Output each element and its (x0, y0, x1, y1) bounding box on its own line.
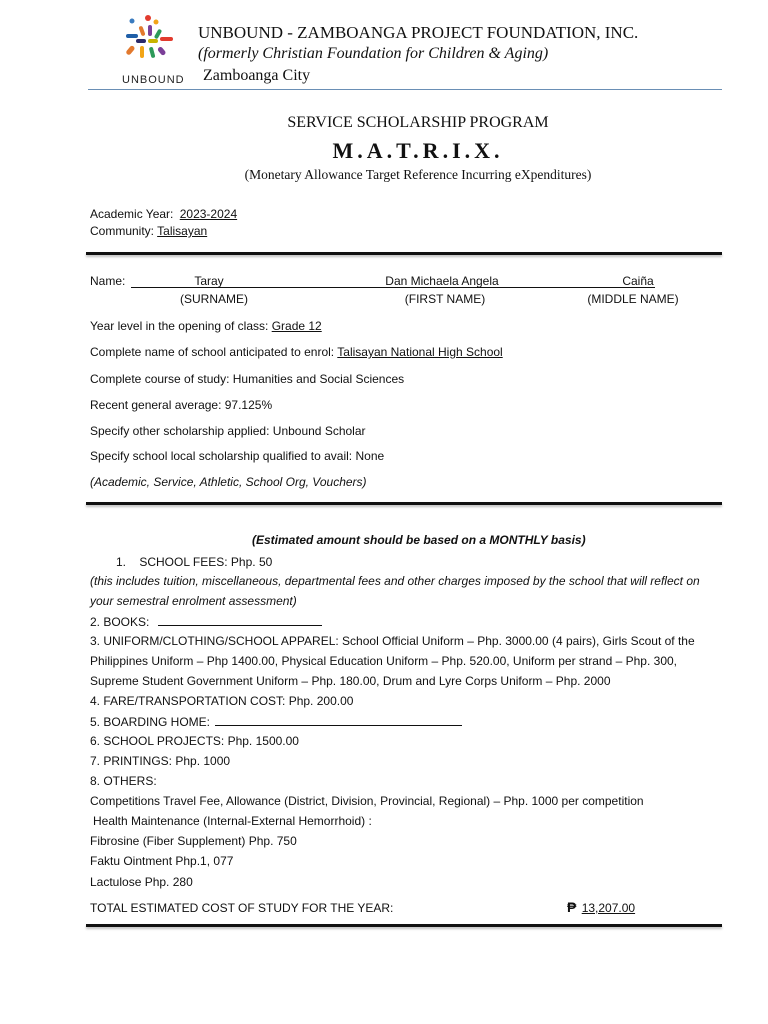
academic-year-label: Academic Year: (90, 207, 174, 221)
matrix-title: M.A.T.R.I.X. (332, 138, 504, 163)
first-name-caption: (FIRST NAME) (404, 292, 486, 306)
boarding-blank (215, 714, 462, 726)
matrix-expansion: (Monetary Allowance Target Reference Incurring eXpenditures) (244, 167, 592, 182)
middle-name-value: Caiña (622, 274, 654, 288)
total-amount (567, 899, 635, 915)
health-maintenance-line: Health Maintenance (Internal-External Hemorrhoid) : (93, 814, 372, 828)
middle-name-caption: (MIDDLE NAME) (587, 292, 679, 306)
logo-wordmark: UNBOUND (122, 74, 185, 86)
total-amount-value: 13,207.00 (581, 901, 636, 915)
community-value: Talisayan (157, 224, 208, 238)
community-label: Community: (90, 224, 155, 238)
competitions-line: Competitions Travel Fee, Allowance (District, Division, Provincial, Regional) – Php. 1000 per competition (90, 794, 644, 808)
unbound-logo-mark (118, 10, 186, 72)
academic-year-row (90, 207, 237, 221)
year-level-value: Grade 12 (271, 319, 322, 333)
first-name-value: Dan Michaela Angela (385, 274, 499, 288)
school-fees-item: 1. SCHOOL FEES: Php. 50 (116, 555, 273, 569)
monthly-basis-note: (Estimated amount should be based on a MONTHLY basis) (252, 533, 586, 547)
school-label: Complete name of school anticipated to enrol: (90, 345, 335, 359)
lactulose-line: Lactulose Php. 280 (90, 875, 193, 889)
header-divider (88, 89, 722, 90)
course-row: Complete course of study: Humanities and Social Sciences (90, 372, 405, 386)
average-row: Recent general average: 97.125% (90, 398, 273, 412)
community-row (90, 224, 207, 238)
surname-value: Taray (194, 274, 224, 288)
peso-sign: ₱ (567, 899, 577, 915)
books-label: 2. BOOKS: (90, 615, 150, 629)
scholarship-categories-note: (Academic, Service, Athletic, School Org, Vouchers) (90, 475, 367, 489)
total-label: TOTAL ESTIMATED COST OF STUDY FOR THE YEAR: (90, 901, 394, 915)
org-name: UNBOUND - ZAMBOANGA PROJECT FOUNDATION, INC. (198, 23, 639, 42)
name-label: Name: (90, 274, 126, 288)
section-divider-2 (86, 502, 722, 505)
program-title: SERVICE SCHOLARSHIP PROGRAM (287, 114, 549, 131)
faktu-line: Faktu Ointment Php.1, 077 (90, 854, 234, 868)
fibrosine-line: Fibrosine (Fiber Supplement) Php. 750 (90, 834, 297, 848)
section-divider-1 (86, 252, 722, 255)
school-fees-note-line-2: your semestral enrolment assessment) (90, 594, 297, 608)
printings-item: 7. PRINTINGS: Php. 1000 (90, 754, 231, 768)
projects-item: 6. SCHOOL PROJECTS: Php. 1500.00 (90, 734, 299, 748)
books-blank (158, 614, 322, 626)
uniform-line-1: 3. UNIFORM/CLOTHING/SCHOOL APPAREL: School Official Uniform – Php. 3000.00 (4 pairs), Girls Scout of the (90, 634, 695, 648)
others-item: 8. OTHERS: (90, 774, 157, 788)
boarding-label: 5. BOARDING HOME: (90, 715, 211, 729)
org-city: Zamboanga City (203, 67, 311, 84)
school-row (90, 345, 503, 359)
academic-year-value: 2023-2024 (179, 207, 238, 221)
uniform-line-2: Philippines Uniform – Php 1400.00, Physical Education Uniform – Php. 520.00, Uniform per strand – Php. 300, (90, 654, 677, 668)
school-fees-note-line-1: (this includes tuition, miscellaneous, departmental fees and other charges imposed by the school that will reflect on (90, 574, 700, 588)
year-level-label: Year level in the opening of class: (90, 319, 269, 333)
unbound-logo (118, 10, 186, 86)
local-scholarship-row: Specify school local scholarship qualified to avail: None (90, 449, 385, 463)
boarding-item (90, 714, 462, 729)
school-value: Talisayan National High School (337, 345, 503, 359)
books-item (90, 614, 322, 629)
other-scholarship-row: Specify other scholarship applied: Unbound Scholar (90, 424, 366, 438)
year-level-row (90, 319, 322, 333)
org-formerly: (formerly Christian Foundation for Children & Aging) (198, 45, 549, 62)
uniform-line-3: Supreme Student Government Uniform – Php. 180.00, Drum and Lyre Corps Uniform – Php. 2000 (90, 674, 611, 688)
surname-caption: (SURNAME) (180, 292, 248, 306)
fare-item: 4. FARE/TRANSPORTATION COST: Php. 200.00 (90, 694, 354, 708)
section-divider-3 (86, 924, 722, 927)
